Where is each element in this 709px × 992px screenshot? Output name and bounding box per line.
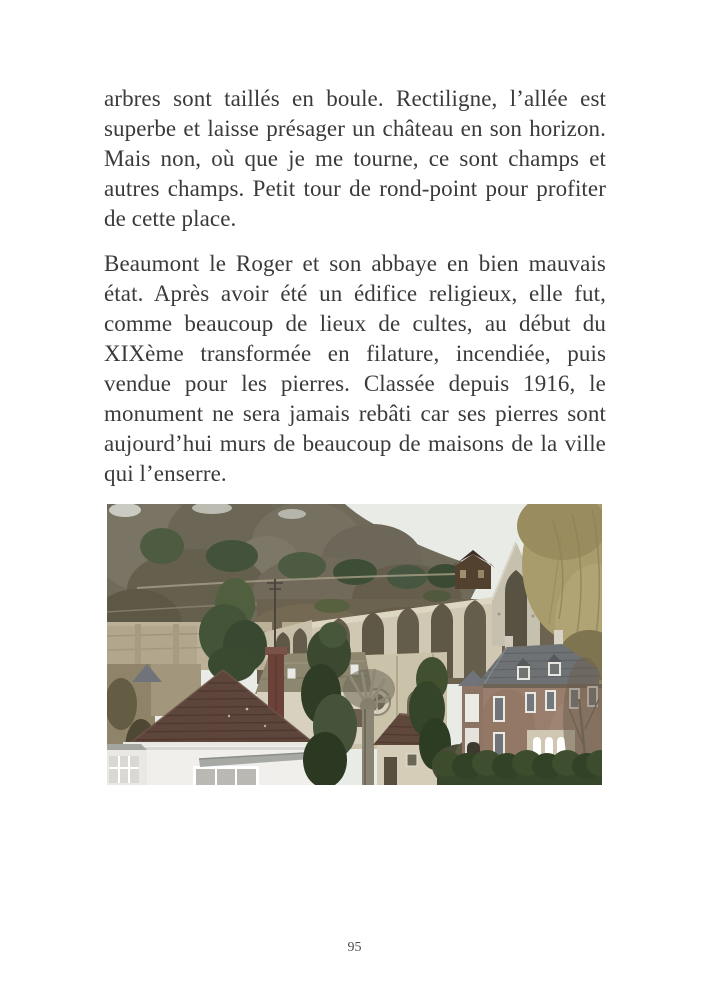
- abbey-ruins-photo-illustration: [107, 504, 602, 785]
- page-number: 95: [347, 940, 362, 955]
- paragraph-1: arbres sont taillés en boule. Rectiligne, l’allée est superbe et laisse présager un château en son horizon. Mais non, où que je me tourne, ce sont champs et autres champs. Petit tour de rond-point pour profiter de cette place.: [104, 86, 606, 231]
- paragraph-2: Beaumont le Roger et son abbaye en bien mauvais état. Après avoir été un édifice religieux, elle fut, comme beaucoup de lieux de cultes, au début du XIXème transformée en filature, incendiée, puis vendue pour les pierres. Classée depuis 1916, le monument ne sera jamais rebâti car ses pierres sont aujourd’hui murs de beaucoup de maisons de la ville qui l’enserre.: [104, 251, 606, 486]
- abbey-ruins-photo: [107, 504, 602, 785]
- body-text: [104, 84, 606, 504]
